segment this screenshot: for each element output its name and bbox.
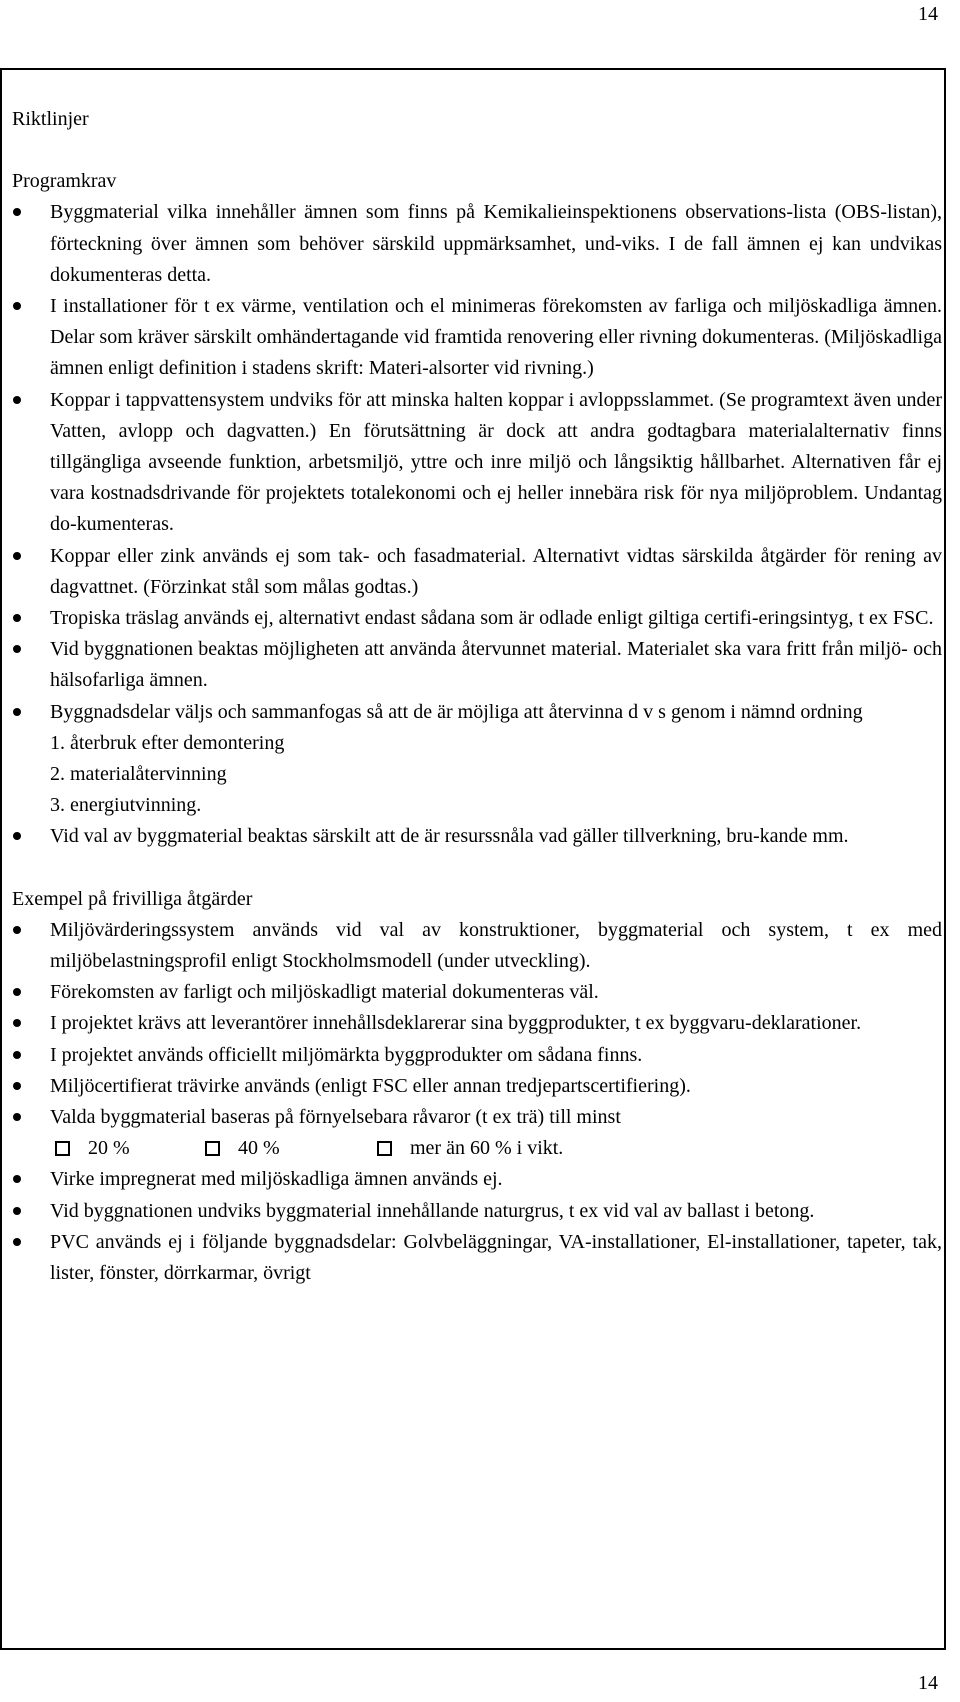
list-item-text: Miljöcertifierat trävirke används (enligt FSC eller annan tredjepartscertifiering). <box>50 1074 691 1097</box>
programkrav-heading: Programkrav <box>12 170 117 193</box>
option-40[interactable] <box>205 1133 359 1164</box>
exempel-heading: Exempel på frivilliga åtgärder <box>12 887 253 910</box>
list-item-text: Valda byggmaterial baseras på förnyelsebara råvaror (t ex trä) till minst <box>50 1106 621 1129</box>
checkbox-icon[interactable] <box>377 1141 392 1156</box>
list-item <box>12 1071 942 1102</box>
programkrav-list <box>12 197 942 852</box>
list-item-text: Byggnadsdelar väljs och sammanfogas så att de är möjliga att återvinna d v s genom i nämnd ordning <box>50 700 863 723</box>
checkbox-icon[interactable] <box>205 1141 220 1156</box>
option-label: 40 % <box>238 1137 280 1160</box>
list-item-text: Miljövärderingssystem används vid val av konstruktioner, byggmaterial och system, t ex med miljöbelastningsprofil enligt Stockholmsmodell (under utveckling). <box>50 918 942 973</box>
list-item <box>12 697 942 822</box>
section-title: Riktlinjer <box>12 108 89 130</box>
list-item <box>12 821 942 852</box>
list-item-text: Byggmaterial vilka innehåller ämnen som finns på Kemikalieinspektionens observations-lista (OBS-listan), förteckning över ämnen som behöver särskild uppmärksamhet, und-viks. I de fall ämnen ej kan undvikas dokumenteras detta. <box>50 201 942 286</box>
percentage-options <box>50 1133 942 1164</box>
exempel-list <box>12 915 942 1289</box>
numbered-step: 3. energiutvinning. <box>50 794 202 817</box>
list-item <box>12 291 942 385</box>
list-item <box>12 1164 942 1195</box>
list-item <box>12 915 942 977</box>
list-item <box>12 1196 942 1227</box>
list-item-text: Koppar eller zink används ej som tak- och fasadmaterial. Alternativt vidtas särskilda åtgärder för rening av dagvattnet. (Förzinkat stål som målas godtas.) <box>50 544 942 598</box>
list-item-text: I projektet används officiellt miljömärkta byggprodukter om sådana finns. <box>50 1043 643 1066</box>
list-item <box>12 1227 942 1289</box>
option-label: mer än 60 % i vikt. <box>410 1137 564 1160</box>
list-item <box>12 1008 942 1039</box>
list-item-text: Virke impregnerat med miljöskadliga ämnen används ej. <box>50 1168 503 1191</box>
list-item <box>12 634 942 696</box>
list-item-text: Vid byggnationen beaktas möjligheten att använda återvunnet material. Materialet ska vara fritt från miljö- och hälsofarliga ämnen. <box>50 638 942 692</box>
list-item <box>12 977 942 1008</box>
list-item-text: PVC används ej i följande byggnadsdelar: Golvbeläggningar, VA-installationer, El-installationer, tapeter, tak, lister, fönster, dörrkarmar, övrigt <box>50 1230 942 1285</box>
list-item-text: Vid byggnationen undviks byggmaterial innehållande naturgrus, t ex vid val av ballast i betong. <box>50 1199 815 1222</box>
checkbox-icon[interactable] <box>55 1141 70 1156</box>
list-item-text: Koppar i tappvattensystem undviks för att minska halten koppar i avloppsslammet. (Se programtext även under Vatten, avlopp och dagvatten.) En förutsättning är dock att andra godtagbara materialalternativ finns tillgängliga avseende funktion, arbetsmiljö, yttre och inre miljö och långsiktig hållbarhet. Alternativen får ej vara kostnadsdrivande för projektets totalekonomi och ej heller innebära risk för nya miljöproblem. Undantag do-kumenteras. <box>50 388 942 536</box>
page-number-top: 14 <box>918 3 938 25</box>
list-item <box>12 603 942 634</box>
list-item <box>12 541 942 603</box>
option-label: 20 % <box>88 1137 130 1160</box>
list-item-text: Tropiska träslag används ej, alternativt endast sådana som är odlade enligt giltiga certifi-eringsintyg, t ex FSC. <box>50 607 934 630</box>
list-item <box>12 1102 942 1164</box>
list-item <box>12 385 942 541</box>
list-item-text: Förekomsten av farligt och miljöskadligt material dokumenteras väl. <box>50 981 599 1004</box>
list-item-text: Vid val av byggmaterial beaktas särskilt att de är resurssnåla vad gäller tillverkning, bru-kande mm. <box>50 825 849 848</box>
numbered-step: 2. materialåtervinning <box>50 763 227 786</box>
list-item <box>12 1040 942 1071</box>
option-60[interactable] <box>377 1133 563 1164</box>
page-number-bottom: 14 <box>918 1672 938 1694</box>
option-20[interactable] <box>55 1133 187 1164</box>
list-item-text: I installationer för t ex värme, ventilation och el minimeras förekomsten av farliga och miljöskadliga ämnen. Delar som kräver särskilt omhändertagande vid framtida renovering eller rivning dokumenteras. (Miljöskadliga ämnen enligt definition i stadens skrift: Materi-alsorter vid rivning.) <box>50 295 942 380</box>
document-body <box>12 104 942 1289</box>
numbered-step: 1. återbruk efter demontering <box>50 731 285 754</box>
list-item <box>12 197 942 291</box>
list-item-text: I projektet krävs att leverantörer innehållsdeklarerar sina byggprodukter, t ex byggvaru-deklarationer. <box>50 1012 862 1035</box>
